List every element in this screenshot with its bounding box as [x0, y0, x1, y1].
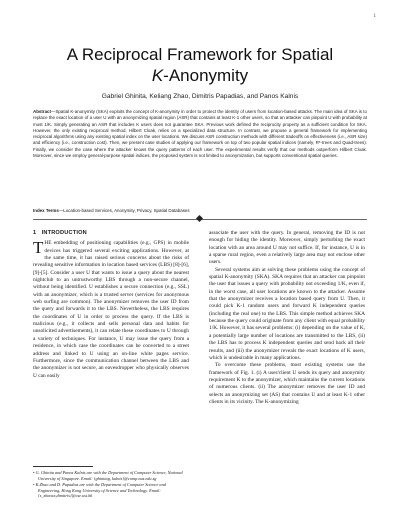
footnote-rule: [33, 466, 93, 467]
section-heading: [33, 230, 189, 237]
footnote-1: • G. Ghinita and Panos Kalnis are with the Department of Computer Science, National University of Singapore. Email: {ghinitag, kalnis}@comp.nus.edu.sg: [33, 470, 183, 481]
right-paragraph-2: Several systems aim at solving these problems using the concept of spatial K-anonymity (SKA). SKA requires that an attacker can pinpoint the user that issues a query with probability not exceeding 1/K, even if, in the worst case, all user locations are known to the attacker. Assume that the anonymizer receives a location based query from U. Then, it could pick K-1 random users and forward K independent queries (including the real one) to the LBS. This simple method achieves SKA because the query could originate from any client with equal probability 1/K. However, it has several problems: (i) depending on the value of K, a potentially large number of locations are transmitted to the LBS, (ii) the LBS has to process K independent queries and send back all their results, and (iii) the anonymizer reveals the exact locations of K users, which is undesirable in many applications.: [209, 266, 365, 361]
drop-cap: T: [33, 238, 44, 258]
left-paragraph-1: [33, 240, 189, 380]
title-line-2: [0, 65, 400, 86]
authors: Gabriel Ghinita, Keliang Zhao, Dimitris Papadias, and Panos Kalnis: [101, 93, 299, 100]
right-column: [209, 230, 365, 406]
left-column: [33, 230, 189, 380]
footnote-2-text: K.Zhao and D. Papadias are with the Department of Computer Science and Engineering, Hong Kong University of Science and Technology. Email: {s_zhaoxx,dimitris}@cse.ust.hk: [35, 482, 166, 499]
paper-title: [0, 44, 400, 86]
index-terms: [33, 208, 367, 213]
index-terms-text: —Location-based Services, Anonymity, Privacy, Spatial Databases: [58, 208, 190, 213]
abstract: [33, 109, 367, 159]
footnote-1-text: G. Ghinita and Panos Kalnis are with the Department of Computer Science, National University of Singapore. Email: {ghinitag, kalnis}@comp.nus.edu.sg: [35, 470, 183, 481]
footnote-2: • K.Zhao and D. Papadias are with the Department of Computer Science and Engineering, Hong Kong University of Science and Technology. Email: {s_zhaoxx,dimitris}@cse.ust.hk: [33, 482, 166, 499]
diamond-ornament: [196, 215, 203, 222]
title-line-1: A Reciprocal Framework for Spatial: [66, 45, 334, 64]
left-paragraph-1-text: HE embedding of positioning capabilities (e.g., GPS) in mobile devices has triggered several exciting applications. However, at the same time, it has raised serious concerns about the risks of revealing sensitive information in location based services (LBS) [8]-[6], [9]-[5]. Consider a user U that wants to issue a query about the nearest nightclub to an untrustworthy LBS through a non-secure channel, without being identified. U establishes a secure connection (e.g., SSL) with an anonymizer, which is a trusted server (services for anonymous web surfing are common). The anonymizer removes the user ID from the query and forwards it to the LBS. Nevertheless, the LBS requires the coordinates of U in order to process the query. If the LBS is malicious (e.g., it collects and sells personal data and habits for unsolicited advertisements), it can relate these coordinates to U through a variety of techniques. For instance, U may issue the query from a residence, in which case the coordinates can be converted to a street address and linked to U using an on-line white pages service. Furthermore, since the communication channel between the LBS and the anonymizer is not secure, an eavesdropper who physically observes U can easily: [33, 240, 189, 379]
section-number: 1: [33, 230, 37, 236]
section-divider: [33, 215, 367, 225]
title-k: K: [151, 66, 164, 85]
abstract-text: —Spatial K-anonymity (SKA) exploits the concept of K-anonymity in order to protect the identity of users from location-based attacks. The main idea of SKA is to replace the exact location of a user U with an anonymizing spatial region (ASR) that contains at least K-1 other users, so that an attacker can pinpoint U with probability at most 1/K. Simply generating an ASR that includes K users does not guarantee SKA. Previous work defined the reciprocity property as a sufficient condition for SKA. However, the only existing reciprocal method, Hilbert Cloak, relies on a specialized data structure. In contrast, we propose a general framework for implementing reciprocal algorithms using any existing spatial index on the user locations. We discuss ASR construction methods with different tradeoffs on effectiveness (i.e., ASR size) and efficiency (i.e., construction cost). Then, we present case studies of applying our framework on top of two popular spatial indices (namely, R*-trees and Quad-trees). Finally, we consider the case where the attacker knows the query patterns of each user. The experimental results verify that our methods outperform Hilbert Cloak. Moreover, since we employ general-purpose spatial indices, the proposed system is not limited to anonymization, but supports conventional spatial queries.: [33, 109, 367, 158]
title-line-2-rest: -Anonymity: [163, 66, 249, 85]
footnotes: [33, 470, 189, 500]
right-paragraph-1: associate the user with the query. In general, removing the ID is not enough for hiding the identity. Moreover, simply perturbing the exact location with an area around U may not suffice. If, for instance, U is in a sparse rural region, even a relatively large area may not enclose other users.: [209, 230, 365, 266]
right-paragraph-3: To overcome these problems, most existing systems use the framework of Fig. 1. (i) A user/client U sends its query and anonymity requirement K to the anonymizer, which maintains the current locations of numerous clients. (ii) The anonymizer removes the user ID and selects an anonymizing set (AS) that contains U and at least K-1 other clients in its vicinity. The K-anonymizing: [209, 362, 365, 405]
abstract-label: Abstract: [33, 109, 52, 114]
index-terms-label: Index Terms: [33, 208, 59, 213]
page-number: 1: [373, 14, 376, 19]
section-title: INTRODUCTION: [41, 230, 87, 236]
